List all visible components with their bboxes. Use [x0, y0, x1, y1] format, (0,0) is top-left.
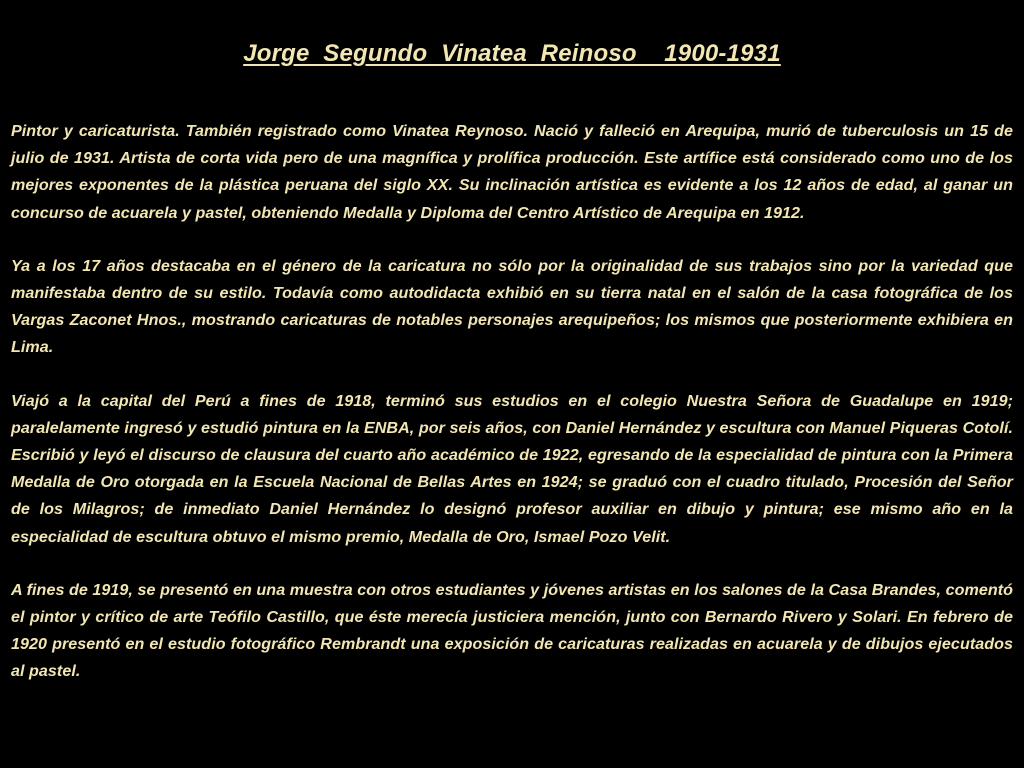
slide-body [11, 118, 1013, 686]
paragraph-biography-intro: Pintor y caricaturista. También registrado como Vinatea Reynoso. Nació y falleció en Arequipa, murió de tuberculosis un 15 de julio de 1931. Artista de corta vida pero de una magnífica y prolífica producción. Este artífice está considerado como uno de los mejores exponentes de la plástica peruana del siglo XX. Su inclinación artística es evidente a los 12 años de edad, al ganar un concurso de acuarela y pastel, obteniendo Medalla y Diploma del Centro Artístico de Arequipa en 1912. [11, 122, 1013, 222]
paragraph-lima-studies: Viajó a la capital del Perú a fines de 1918, terminó sus estudios en el colegio Nuestra Señora de Guadalupe en 1919; paralelamente ingresó y estudió pintura en la ENBA, por seis años, con Daniel Hernández y escultura con Manuel Piqueras Cotolí. Escribió y leyó el discurso de clausura del cuarto año académico de 1922, egresando de la especialidad de pintura con la Primera Medalla de Oro otorgada en la Escuela Nacional de Bellas Artes en 1924; se graduó con el cuadro titulado, Procesión del Señor de los Milagros; de inmediato Daniel Hernández lo designó profesor auxiliar en dibujo y pintura; ese mismo año en la especialidad de escultura obtuvo el mismo premio, Medalla de Oro, Ismael Pozo Velit. [11, 391, 1013, 546]
paragraph-exhibitions: A fines de 1919, se presentó en una muestra con otros estudiantes y jóvenes artistas en los salones de la Casa Brandes, comentó el pintor y crítico de arte Teófilo Castillo, que éste merecía justiciera mención, junto con Bernardo Rivero y Solari. En febrero de 1920 presentó en el estudio fotográfico Rembrandt una exposición de caricaturas realizadas en acuarela y de dibujos ejecutados al pastel. [11, 580, 1013, 681]
slide-title: Jorge Segundo Vinatea Reinoso 1900-1931 [243, 40, 781, 67]
paragraph-early-caricature: Ya a los 17 años destacaba en el género de la caricatura no sólo por la originalidad de sus trabajos sino por la variedad que manifestaba dentro de su estilo. Todavía como autodidacta exhibió en su tierra natal en el salón de la casa fotográfica de los Vargas Zaconet Hnos., mostrando caricaturas de notables personajes arequipeños; los mismos que posteriormente exhibiera en Lima. [11, 256, 1013, 357]
